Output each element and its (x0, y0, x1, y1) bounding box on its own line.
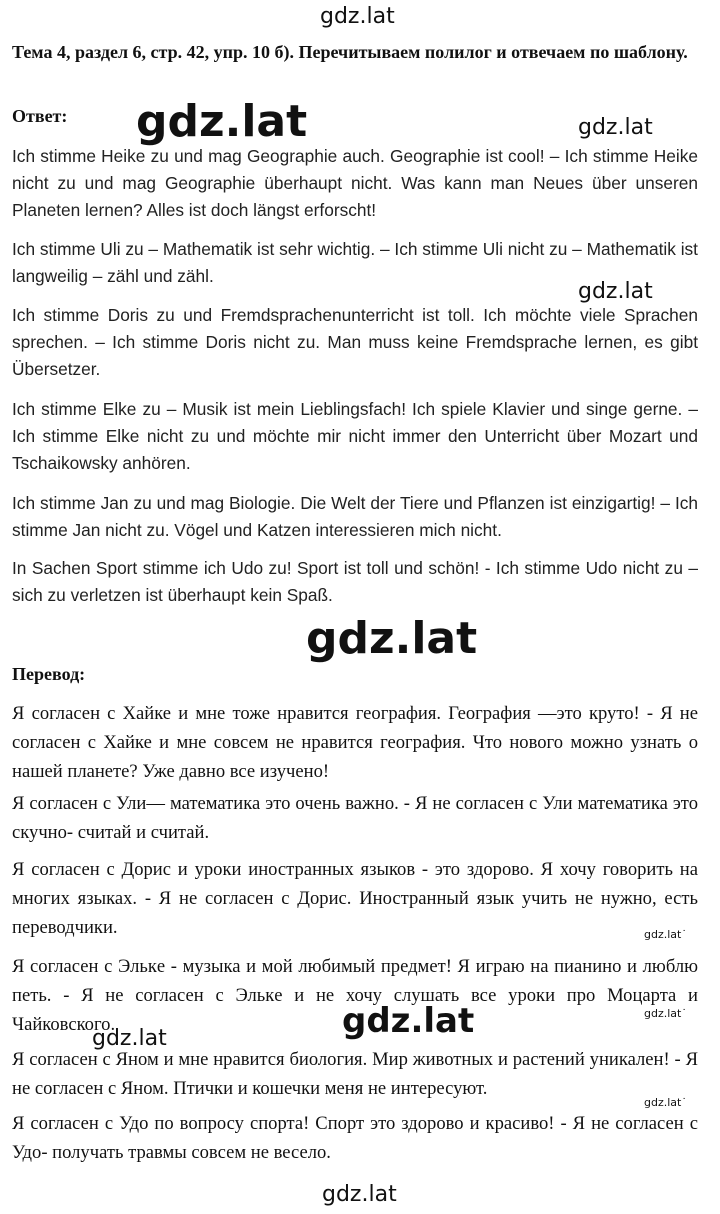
watermark-left: gdz.lat (92, 1026, 167, 1051)
exercise-reference: Тема 4, раздел 6, стр. 42, упр. 10 б) (12, 42, 290, 62)
answer-paragraph-2: Ich stimme Uli zu – Mathematik ist sehr wichtig. – Ich stimme Uli nicht zu – Mathematik ist langweilig – zähl und zähl. (12, 239, 698, 286)
watermark-right-2: gdz.lat (578, 279, 653, 304)
answer-paragraph-1: Ich stimme Heike zu und mag Geographie auch. Geographie ist cool! – Ich stimme Heike nicht zu und mag Geographie überhaupt nicht. Was kann man Neues über unseren Planeten lernen? Alles ist doch längst erforscht! (12, 146, 698, 220)
translation-paragraph-5: Я согласен с Яном и мне нравится биология. Мир животных и растений уникален! - Я не согласен с Яном. Птички и кошечки меня не интересуют. (12, 1049, 698, 1099)
answer-paragraph-5: Ich stimme Jan zu und mag Biologie. Die Welt der Tiere und Pflanzen ist einzigartig! – Ich stimme Jan nicht zu. Vögel und Katzen interessieren mich nicht. (12, 493, 698, 540)
watermark-center-large: gdz.lat (306, 613, 478, 664)
exercise-heading (12, 38, 702, 66)
watermark-top: gdz.lat (320, 4, 395, 29)
watermark-right-1: gdz.lat (578, 115, 653, 140)
translation-paragraph-3: Я согласен с Дорис и уроки иностранных языков - это здорово. Я хочу говорить на многих языках. - Я не согласен с Дорис. Иностранный язык учить не нужно, есть переводчики. (12, 859, 698, 938)
watermark-bottom: gdz.lat (322, 1182, 397, 1207)
answer-paragraph-4: Ich stimme Elke zu – Musik ist mein Lieblingsfach! Ich spiele Klavier und singe gerne. – Ich stimme Elke nicht zu und möchte mir nicht immer den Unterricht über Mozart und Tschaikowsky anhören. (12, 399, 698, 473)
watermark-small-3: gdz.lat˙ (644, 1096, 687, 1109)
answer-paragraph-6: In Sachen Sport stimme ich Udo zu! Sport ist toll und schön! - Ich stimme Udo nicht zu – sich zu verletzen ist überhaupt kein Spaß. (12, 558, 698, 605)
answer-paragraph-3: Ich stimme Doris zu und Fremdsprachenunterricht ist toll. Ich möchte viele Sprachen sprechen. – Ich stimme Doris nicht zu. Man muss keine Fremdsprache lernen, es gibt Übersetzer. (12, 305, 698, 379)
translation-paragraph-2: Я согласен с Ули— математика это очень важно. - Я не согласен с Ули математика это скучно- считай и считай. (12, 793, 698, 843)
translation-paragraph-6: Я согласен с Удо по вопросу спорта! Спорт это здорово и красиво! - Я не согласен с Удо- получать травмы совсем не весело. (12, 1113, 698, 1163)
watermark-large: gdz.lat (136, 96, 308, 147)
watermark-small-2: gdz.lat˙ (644, 1007, 687, 1020)
exercise-instruction: . Перечитываем полилог и отвечаем по шаблону. (289, 42, 688, 62)
answer-label: Ответ: (12, 106, 68, 126)
translation-paragraph-1: Я согласен с Хайке и мне тоже нравится география. География —это круто! - Я не согласен с Хайке и мне совсем не нравится география. Что нового можно узнать о нашей планете? Уже давно все изучено! (12, 703, 698, 782)
translation-label: Перевод: (12, 664, 86, 684)
watermark-small-1: gdz.lat˙ (644, 928, 687, 941)
watermark-center-medium: gdz.lat (342, 1001, 475, 1041)
translation-paragraph-4: Я согласен с Элькe - музыка и мой любимый предмет! Я играю на пианино и люблю петь. - Я не согласен с Элькe и не хочу слушать все уроки про Моцарта и Чайковского. (12, 956, 698, 1035)
